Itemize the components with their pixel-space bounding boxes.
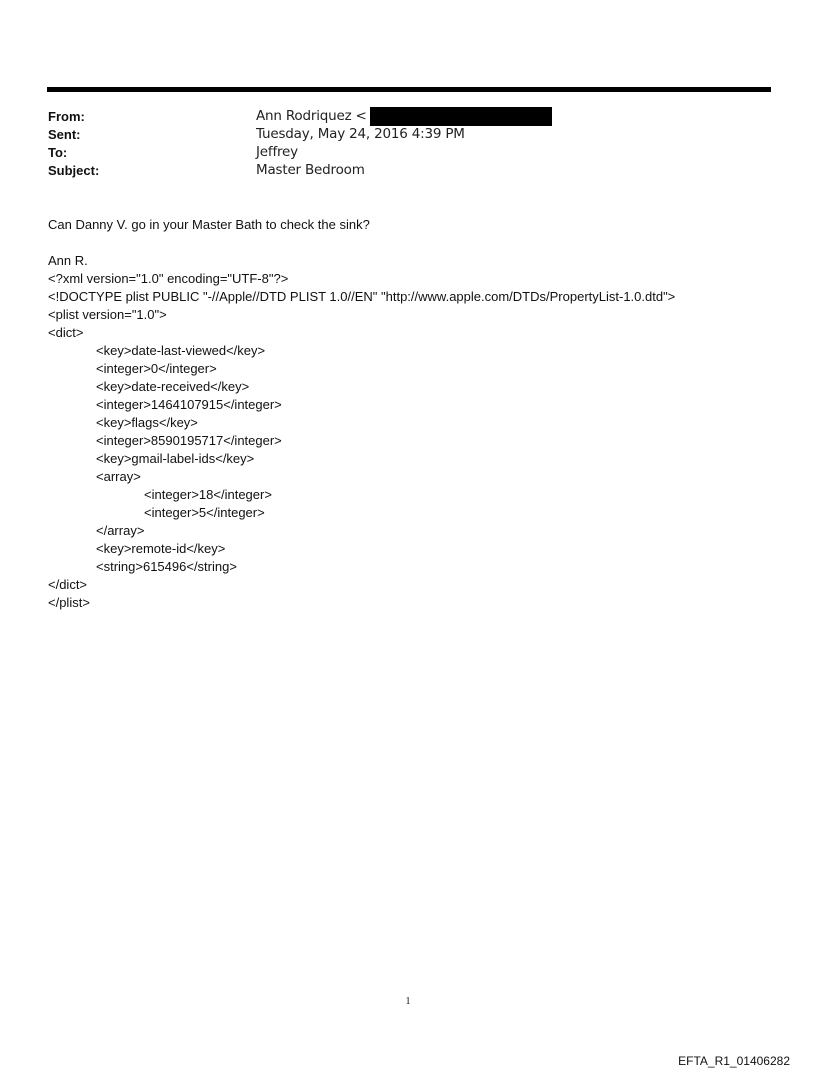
email-header	[48, 107, 748, 179]
plist-line: <plist version="1.0">	[48, 307, 167, 322]
plist-line: <key>remote-id</key>	[96, 541, 226, 556]
from-row	[48, 107, 748, 125]
plist-line: <key>flags</key>	[96, 415, 198, 430]
page-number: 1	[405, 996, 411, 1007]
plist-line: <array>	[96, 469, 141, 484]
sent-row	[48, 125, 748, 143]
plist-line: <integer>5</integer>	[144, 505, 265, 520]
plist-line: <integer>0</integer>	[96, 361, 217, 376]
plist-line: <key>date-received</key>	[96, 379, 250, 394]
plist-line: <integer>8590195717</integer>	[96, 433, 282, 448]
signature: Ann R.	[48, 253, 88, 268]
plist-line: <integer>1464107915</integer>	[96, 397, 282, 412]
subject-label: Subject:	[48, 162, 100, 178]
sent-value: Tuesday, May 24, 2016 4:39 PM	[256, 126, 465, 142]
subject-value: Master Bedroom	[256, 162, 365, 178]
plist-line: <?xml version="1.0" encoding="UTF-8"?>	[48, 271, 289, 286]
header-rule	[47, 87, 771, 92]
from-value	[256, 107, 552, 126]
subject-row	[48, 161, 748, 179]
plist-line: <key>gmail-label-ids</key>	[96, 451, 255, 466]
to-label: To:	[48, 144, 68, 160]
to-row	[48, 143, 748, 161]
bates-number: EFTA_R1_01406282	[678, 1054, 790, 1068]
to-value: Jeffrey	[256, 144, 298, 160]
plist-line: <dict>	[48, 325, 84, 340]
plist-line: <integer>18</integer>	[144, 487, 272, 502]
redaction-box	[370, 107, 552, 126]
plist-line: <key>date-last-viewed</key>	[96, 343, 266, 358]
message-text: Can Danny V. go in your Master Bath to check the sink?	[48, 217, 370, 232]
email-body	[48, 216, 675, 612]
plist-line: </dict>	[48, 577, 88, 592]
sent-label: Sent:	[48, 126, 81, 142]
plist-line: <string>615496</string>	[96, 559, 237, 574]
blank-line	[48, 234, 675, 252]
plist-line: </plist>	[48, 595, 90, 610]
plist-line: <!DOCTYPE plist PUBLIC "-//Apple//DTD PLIST 1.0//EN" "http://www.apple.com/DTDs/PropertyList-1.0.dtd">	[48, 289, 676, 304]
plist-line: </array>	[96, 523, 145, 538]
sender-name: Ann Rodriquez <	[256, 108, 367, 124]
from-label: From:	[48, 108, 85, 124]
